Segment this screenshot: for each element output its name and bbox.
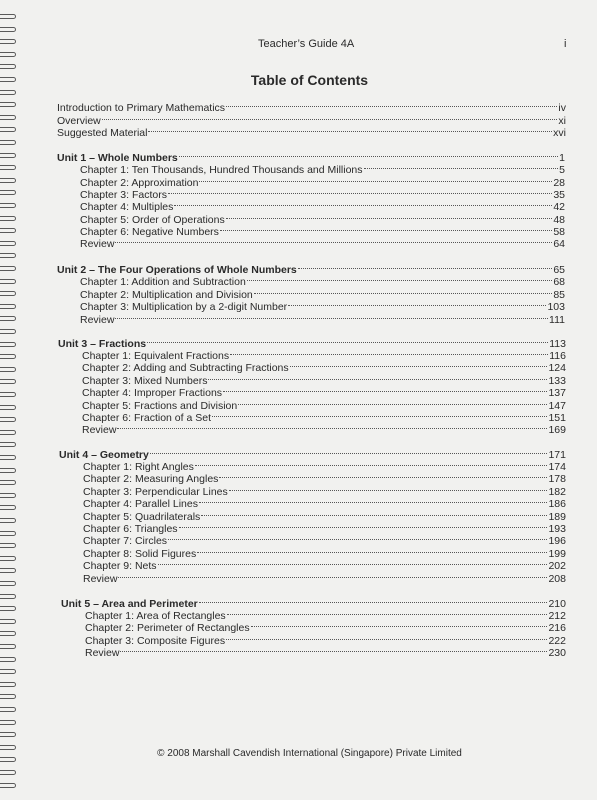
unit-page: 210 bbox=[548, 598, 566, 610]
binding-coil bbox=[0, 153, 16, 158]
binding-coil bbox=[0, 253, 16, 258]
leader-dots bbox=[179, 526, 548, 528]
binding-coil bbox=[0, 27, 16, 32]
toc-entry-page: 151 bbox=[548, 412, 566, 424]
leader-dots bbox=[150, 452, 548, 454]
binding-coil bbox=[0, 102, 16, 107]
binding-coil bbox=[0, 379, 16, 384]
toc-entry-page: 64 bbox=[553, 238, 565, 250]
leader-dots bbox=[102, 118, 558, 120]
toc-entry-page: 199 bbox=[548, 548, 566, 560]
toc-entry-label: Chapter 3: Multiplication by a 2-digit Number bbox=[80, 301, 288, 313]
toc-entry-label: Review bbox=[85, 647, 120, 659]
leader-dots bbox=[251, 625, 548, 627]
toc-entry-page: 48 bbox=[553, 214, 565, 226]
toc-entry-page: 124 bbox=[548, 362, 566, 374]
leader-dots bbox=[147, 341, 548, 343]
toc-entry-page: 189 bbox=[548, 511, 566, 523]
binding-coil bbox=[0, 455, 16, 460]
binding-coil bbox=[0, 531, 16, 536]
toc-entry-label: Chapter 1: Addition and Subtraction bbox=[80, 276, 246, 288]
binding-coil bbox=[0, 631, 16, 636]
binding-coil bbox=[0, 505, 16, 510]
leader-dots bbox=[298, 267, 553, 269]
toc-entry-label: Chapter 5: Order of Operations bbox=[80, 214, 225, 226]
binding-coil bbox=[0, 190, 16, 195]
leader-dots bbox=[364, 167, 559, 169]
toc-entry-label: Chapter 5: Fractions and Division bbox=[82, 400, 238, 412]
toc-entry-label: Chapter 2: Multiplication and Division bbox=[80, 289, 253, 301]
leader-dots bbox=[226, 105, 557, 107]
toc-entry-label: Chapter 2: Approximation bbox=[80, 177, 199, 189]
toc-entry-label: Chapter 6: Fraction of a Set bbox=[82, 412, 211, 424]
binding-coil bbox=[0, 606, 16, 611]
unit-page: 171 bbox=[548, 449, 566, 461]
toc-entry bbox=[80, 214, 565, 226]
unit-page: 1 bbox=[559, 152, 565, 164]
binding-coil bbox=[0, 581, 16, 586]
toc-entry bbox=[80, 276, 565, 288]
toc-entry bbox=[80, 314, 565, 326]
toc-entry-label: Chapter 6: Triangles bbox=[83, 523, 178, 535]
toc-entry-label: Chapter 3: Perpendicular Lines bbox=[83, 486, 228, 498]
binding-coil bbox=[0, 316, 16, 321]
leader-dots bbox=[179, 155, 558, 157]
unit-title: Unit 3 – Fractions bbox=[58, 338, 147, 350]
toc-entry-page: 58 bbox=[553, 226, 565, 238]
toc-entry-label: Chapter 7: Circles bbox=[83, 535, 168, 547]
toc-entry-label: Chapter 3: Composite Figures bbox=[85, 635, 226, 647]
toc-entry-page: 85 bbox=[553, 289, 565, 301]
leader-dots bbox=[212, 415, 547, 417]
toc-entry-page: 111 bbox=[549, 314, 565, 326]
toc-entry bbox=[82, 412, 566, 424]
binding-coil bbox=[0, 279, 16, 284]
toc-entry-label: Chapter 6: Negative Numbers bbox=[80, 226, 219, 238]
toc-entry-page: xi bbox=[558, 115, 566, 127]
binding-coil bbox=[0, 266, 16, 271]
leader-dots bbox=[254, 292, 553, 294]
leader-dots bbox=[115, 317, 548, 319]
binding-coil bbox=[0, 669, 16, 674]
toc-entry-page: 186 bbox=[548, 498, 566, 510]
binding-coil bbox=[0, 594, 16, 599]
binding-coil bbox=[0, 392, 16, 397]
toc-entry-page: 230 bbox=[548, 647, 566, 659]
toc-entry-page: iv bbox=[558, 102, 566, 114]
toc-entry-label: Chapter 8: Solid Figures bbox=[83, 548, 197, 560]
toc-entry bbox=[80, 289, 565, 301]
unit-title: Unit 1 – Whole Numbers bbox=[57, 152, 178, 164]
toc-entry-page: 5 bbox=[559, 164, 565, 176]
binding-coil bbox=[0, 480, 16, 485]
binding-coil bbox=[0, 556, 16, 561]
page-number: i bbox=[564, 38, 567, 50]
toc-entry bbox=[83, 511, 566, 523]
binding-coil bbox=[0, 619, 16, 624]
leader-dots bbox=[118, 576, 547, 578]
unit-heading bbox=[59, 449, 566, 461]
toc-entry bbox=[82, 362, 566, 374]
binding-coil bbox=[0, 354, 16, 359]
toc-entry-page: 202 bbox=[548, 560, 566, 572]
leader-dots bbox=[226, 217, 553, 219]
binding-coil bbox=[0, 657, 16, 662]
toc-entry bbox=[83, 461, 566, 473]
leader-dots bbox=[223, 390, 547, 392]
toc-entry-page: 133 bbox=[548, 375, 566, 387]
binding-coil bbox=[0, 367, 16, 372]
leader-dots bbox=[219, 476, 547, 478]
leader-dots bbox=[158, 563, 548, 565]
toc-entry bbox=[82, 400, 566, 412]
binding-coil bbox=[0, 468, 16, 473]
toc-entry-label: Chapter 2: Measuring Angles bbox=[83, 473, 219, 485]
toc-entry bbox=[83, 473, 566, 485]
binding-coil bbox=[0, 241, 16, 246]
binding-coil bbox=[0, 720, 16, 725]
toc-entry bbox=[85, 635, 566, 647]
running-header: Teacher’s Guide 4A bbox=[258, 38, 355, 50]
toc-entry-label: Chapter 5: Quadrilaterals bbox=[83, 511, 201, 523]
toc-entry bbox=[57, 115, 566, 127]
leader-dots bbox=[238, 403, 547, 405]
leader-dots bbox=[117, 427, 547, 429]
toc-entry-label: Chapter 2: Perimeter of Rectangles bbox=[85, 622, 250, 634]
leader-dots bbox=[201, 514, 547, 516]
binding-coil bbox=[0, 568, 16, 573]
leader-dots bbox=[120, 650, 547, 652]
leader-dots bbox=[195, 464, 548, 466]
toc-entry bbox=[83, 498, 566, 510]
binding-coil bbox=[0, 329, 16, 334]
toc-entry bbox=[80, 177, 565, 189]
toc-entry-page: 216 bbox=[548, 622, 566, 634]
toc-entry-label: Chapter 1: Area of Rectangles bbox=[85, 610, 226, 622]
leader-dots bbox=[174, 204, 552, 206]
toc-entry bbox=[82, 375, 566, 387]
toc-entry bbox=[80, 201, 565, 213]
leader-dots bbox=[199, 180, 552, 182]
unit-title: Unit 2 – The Four Operations of Whole Numbers bbox=[57, 264, 297, 276]
leader-dots bbox=[230, 353, 548, 355]
toc-entry bbox=[83, 523, 566, 535]
binding-coil bbox=[0, 417, 16, 422]
leader-dots bbox=[290, 365, 548, 367]
toc-entry-label: Introduction to Primary Mathematics bbox=[57, 102, 226, 114]
toc-entry-page: 174 bbox=[548, 461, 566, 473]
leader-dots bbox=[226, 638, 547, 640]
toc-entry bbox=[80, 301, 565, 313]
toc-entry-label: Review bbox=[80, 238, 115, 250]
toc-entry bbox=[85, 622, 566, 634]
toc-entry bbox=[82, 424, 566, 436]
copyright-footer: © 2008 Marshall Cavendish International (Singapore) Private Limited bbox=[157, 748, 462, 759]
binding-coil bbox=[0, 216, 16, 221]
binding-coil bbox=[0, 442, 16, 447]
toc-entry bbox=[83, 548, 566, 560]
toc-entry bbox=[83, 560, 566, 572]
binding-coil bbox=[0, 644, 16, 649]
toc-entry bbox=[57, 102, 566, 114]
leader-dots bbox=[247, 279, 553, 281]
unit-heading bbox=[57, 264, 565, 276]
binding-coil bbox=[0, 682, 16, 687]
binding-coil bbox=[0, 783, 16, 788]
toc-entry-page: 222 bbox=[548, 635, 566, 647]
toc-entry-page: 116 bbox=[549, 350, 566, 362]
toc-entry-page: 35 bbox=[553, 189, 565, 201]
toc-entry-label: Review bbox=[83, 573, 118, 585]
toc-entry bbox=[85, 647, 566, 659]
binding-coil bbox=[0, 732, 16, 737]
toc-entry-label: Review bbox=[82, 424, 117, 436]
toc-entry bbox=[85, 610, 566, 622]
leader-dots bbox=[227, 613, 548, 615]
leader-dots bbox=[229, 489, 548, 491]
leader-dots bbox=[168, 192, 552, 194]
binding-coil bbox=[0, 14, 16, 19]
toc-entry-page: 28 bbox=[553, 177, 565, 189]
toc-entry-page: 103 bbox=[547, 301, 565, 313]
binding-coil bbox=[0, 127, 16, 132]
toc-entry-page: 182 bbox=[548, 486, 566, 498]
binding-coil bbox=[0, 304, 16, 309]
unit-heading bbox=[61, 598, 566, 610]
toc-entry-label: Chapter 9: Nets bbox=[83, 560, 157, 572]
toc-entry bbox=[82, 387, 566, 399]
toc-entry-label: Chapter 1: Equivalent Fractions bbox=[82, 350, 230, 362]
binding-coil bbox=[0, 430, 16, 435]
unit-heading bbox=[57, 152, 565, 164]
binding-coil bbox=[0, 543, 16, 548]
leader-dots bbox=[208, 378, 547, 380]
unit-title: Unit 4 – Geometry bbox=[59, 449, 149, 461]
toc-entry-page: 196 bbox=[548, 535, 566, 547]
binding-coil bbox=[0, 115, 16, 120]
binding-coil bbox=[0, 52, 16, 57]
binding-coil bbox=[0, 64, 16, 69]
leader-dots bbox=[199, 601, 548, 603]
toc-entry-page: xvi bbox=[553, 127, 566, 139]
binding-coil bbox=[0, 707, 16, 712]
toc-entry-page: 42 bbox=[553, 201, 565, 213]
leader-dots bbox=[197, 551, 547, 553]
toc-entry-page: 68 bbox=[553, 276, 565, 288]
toc-entry bbox=[83, 486, 566, 498]
binding-coil bbox=[0, 90, 16, 95]
toc-entry-page: 193 bbox=[548, 523, 566, 535]
leader-dots bbox=[220, 229, 552, 231]
toc-entry bbox=[83, 573, 566, 585]
binding-coil bbox=[0, 518, 16, 523]
toc-entry-label: Chapter 4: Improper Fractions bbox=[82, 387, 223, 399]
toc-entry-label: Chapter 3: Factors bbox=[80, 189, 167, 201]
leader-dots bbox=[168, 538, 547, 540]
binding-coil bbox=[0, 165, 16, 170]
leader-dots bbox=[288, 304, 546, 306]
binding-coil bbox=[0, 291, 16, 296]
toc-entry-page: 208 bbox=[548, 573, 566, 585]
page-title: Table of Contents bbox=[250, 72, 369, 88]
toc-entry-label: Chapter 1: Ten Thousands, Hundred Thousands and Millions bbox=[80, 164, 363, 176]
toc-entry-label: Suggested Material bbox=[57, 127, 148, 139]
binding-coil bbox=[0, 203, 16, 208]
binding-coil bbox=[0, 140, 16, 145]
leader-dots bbox=[115, 241, 552, 243]
toc-entry-page: 178 bbox=[548, 473, 566, 485]
toc-entry-label: Chapter 4: Parallel Lines bbox=[83, 498, 198, 510]
toc-entry bbox=[80, 189, 565, 201]
toc-entry-page: 169 bbox=[548, 424, 566, 436]
toc-entry-page: 212 bbox=[548, 610, 566, 622]
binding-coil bbox=[0, 178, 16, 183]
toc-entry-label: Overview bbox=[57, 115, 101, 127]
binding-coil bbox=[0, 694, 16, 699]
binding-coil bbox=[0, 342, 16, 347]
toc-entry-page: 147 bbox=[548, 400, 566, 412]
toc-entry-label: Chapter 1: Right Angles bbox=[83, 461, 194, 473]
binding-coil bbox=[0, 228, 16, 233]
unit-heading bbox=[58, 338, 566, 350]
toc-entry-label: Chapter 2: Adding and Subtracting Fractions bbox=[82, 362, 289, 374]
binding-coil bbox=[0, 770, 16, 775]
toc-entry bbox=[57, 127, 566, 139]
spiral-binding bbox=[0, 0, 22, 800]
toc-entry bbox=[80, 164, 565, 176]
toc-entry-page: 137 bbox=[548, 387, 566, 399]
unit-page: 65 bbox=[553, 264, 565, 276]
binding-coil bbox=[0, 493, 16, 498]
unit-title: Unit 5 – Area and Perimeter bbox=[61, 598, 198, 610]
unit-page: 113 bbox=[549, 338, 566, 350]
toc-entry bbox=[83, 535, 566, 547]
toc-entry-label: Review bbox=[80, 314, 115, 326]
toc-entry bbox=[82, 350, 566, 362]
binding-coil bbox=[0, 39, 16, 44]
toc-entry bbox=[80, 226, 565, 238]
toc-entry-label: Chapter 4: Multiples bbox=[80, 201, 174, 213]
toc-entry bbox=[80, 238, 565, 250]
binding-coil bbox=[0, 405, 16, 410]
leader-dots bbox=[148, 130, 552, 132]
leader-dots bbox=[199, 501, 547, 503]
toc-entry-label: Chapter 3: Mixed Numbers bbox=[82, 375, 208, 387]
